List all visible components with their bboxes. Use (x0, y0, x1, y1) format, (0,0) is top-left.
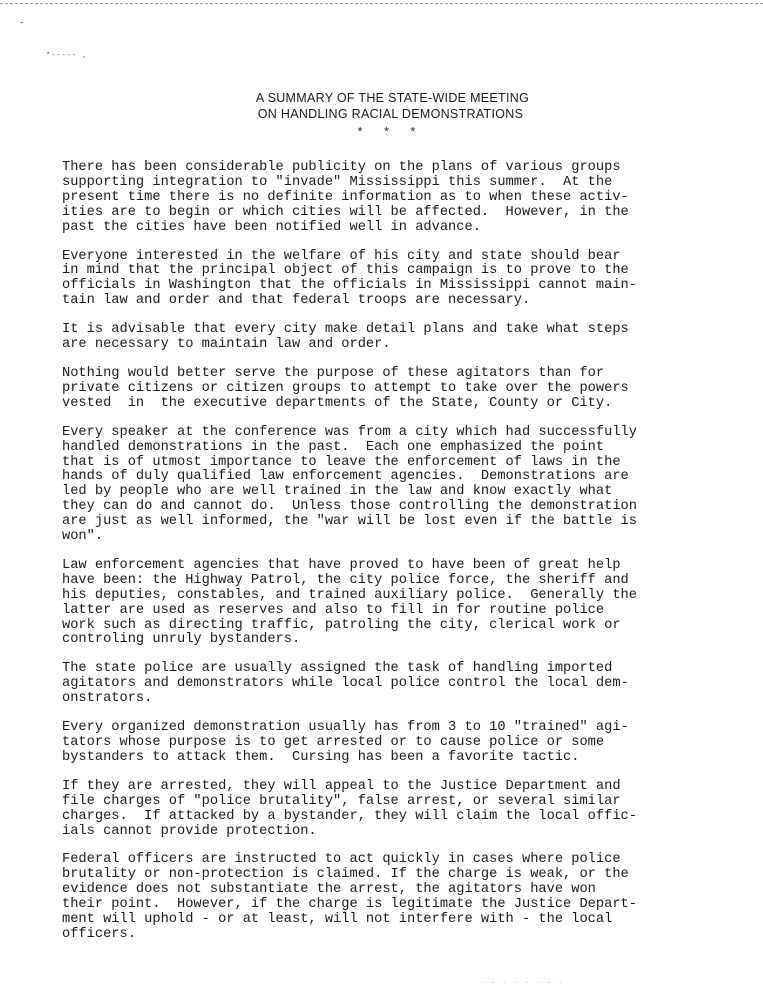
paragraph-agencies: Law enforcement agencies that have proved to have been of great help have been: the Highway Patrol, the city police force, the sheriff and his deputies, constables, and trained auxiliary police. Generally the latter are used as reserves and also to fill in for routine police work such as directing traffic, patroling the city, clerical work or controling unruly bystanders. (62, 557, 637, 648)
title-line-2: ON HANDLING RACIAL DEMONSTRATIONS (257, 107, 524, 121)
section-separator: * * * (356, 126, 423, 140)
paragraph-organized-demonstration: Every organized demonstration usually has from 3 to 10 "trained" agi- tators whose purpose is to get arrested or to cause police or some bystanders to attack them. Cursing has been a favorite tactic. (62, 720, 629, 765)
page-top-edge (0, 3, 763, 4)
paragraph-agitators: Nothing would better serve the purpose of these agitators than for private citizens or citizen groups to attempt to take over the powers vested in the executive departments of the State, County or City. (62, 365, 629, 411)
page-speck (20, 22, 23, 23)
paragraph-state-police: The state police are usually assigned the task of handling imported agitators and demonstrators while local police control the local dem- onstrators. (62, 661, 629, 707)
bottom-scan-mark: . . . . . . . . (480, 978, 565, 985)
document-body (62, 161, 702, 957)
paragraph-federal-officers: Federal officers are instructed to act quickly in cases where police brutality or non-protection is claimed. If the charge is weak, or the evidence does not substantiate the arrest, the agitators have won their point. However, if the charge is legitimate the Justice Depart- ment will uphold - or at least, will not interfere with - the local officers. (62, 852, 637, 942)
paragraph-publicity: There has been considerable publicity on the plans of various groups supporting integration to "invade" Mississippi this summer. At the present time there is no definite information as to when these activ- ities are to begin or which cities will be affected. However, in the past the cities have been notified well in advance. (62, 160, 629, 235)
corner-mark: *----- , (46, 52, 88, 60)
paragraph-arrests: If they are arrested, they will appeal to the Justice Department and file charges of "police brutality", false arrest, or several similar charges. If attacked by a bystander, they will claim the local offic- ials cannot provide protection. (62, 778, 637, 839)
paragraph-conference: Every speaker at the conference was from a city which had successfully handled demonstrations in the past. Each one emphasized the point that is of utmost importance to leave the enforcement of laws in the hands of duly qualified law enforcement agencies. Demonstrations are led by people who are well trained in the law and know exactly what they can do and cannot do. Unless those controlling the demonstration are just as well informed, the "war will be lost even if the battle is won". (62, 424, 637, 545)
document-title (0, 90, 763, 122)
paragraph-welfare: Everyone interested in the welfare of his city and state should bear in mind that the principal object of this campaign is to prove to the officials in Washington that the officials in Mississippi cannot main- tain law and order and that federal troops are necessary. (62, 248, 637, 309)
paragraph-plans: It is advisable that every city make detail plans and take what steps are necessary to maintain law and order. (62, 322, 629, 353)
title-line-1: A SUMMARY OF THE STATE-WIDE MEETING (255, 91, 530, 105)
